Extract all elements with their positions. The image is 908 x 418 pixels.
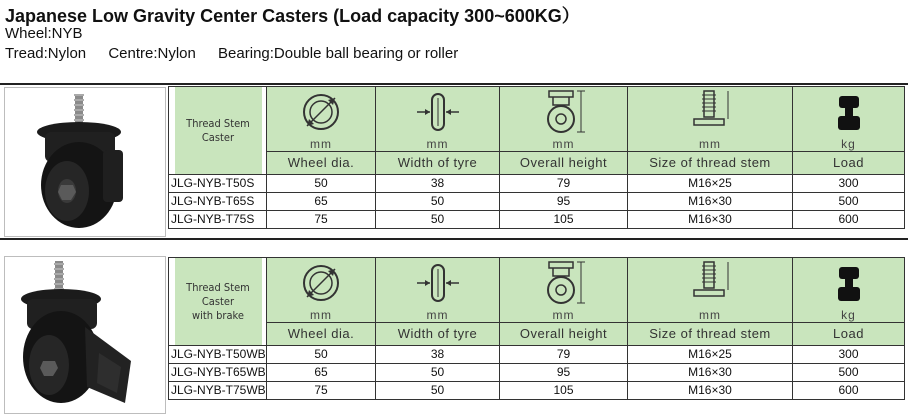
table-cell: 50 xyxy=(376,364,500,382)
tyre-width-icon xyxy=(376,258,499,308)
table-cell: 79 xyxy=(500,175,628,193)
caster-image xyxy=(5,88,165,236)
unit-label: mm xyxy=(699,137,721,151)
table-row xyxy=(169,211,905,229)
table-row xyxy=(169,382,905,400)
section-divider xyxy=(0,83,908,85)
table-cell: 75 xyxy=(267,211,376,229)
column-label: Size of thread stem xyxy=(628,322,792,345)
table-cell: M16×25 xyxy=(628,175,793,193)
caster-photo xyxy=(4,87,166,237)
table-cell: 600 xyxy=(793,211,905,229)
table-cell: 105 xyxy=(500,382,628,400)
model-cell: JLG-NYB-T75WB xyxy=(169,382,267,400)
caster-with-brake-photo xyxy=(4,256,166,414)
table-header-row xyxy=(169,258,905,346)
column-header xyxy=(267,87,376,175)
caption-line: with brake xyxy=(191,308,244,322)
table-cell: 50 xyxy=(267,175,376,193)
table-cell: 79 xyxy=(500,346,628,364)
table-row xyxy=(169,364,905,382)
column-label: Load xyxy=(793,322,904,345)
table-cell: 50 xyxy=(267,346,376,364)
spec-table-standard xyxy=(168,86,905,229)
column-label: Width of tyre xyxy=(376,322,499,345)
column-header xyxy=(793,258,905,346)
thread-stem-icon xyxy=(628,258,792,308)
unit-label: mm xyxy=(426,137,449,151)
column-header xyxy=(500,258,628,346)
unit-label: mm xyxy=(552,308,575,322)
bearing-spec: Bearing:Double ball bearing or roller xyxy=(218,45,459,62)
column-header xyxy=(793,87,905,175)
model-cell: JLG-NYB-T65WB xyxy=(169,364,267,382)
tread-spec: Tread:Nylon xyxy=(5,45,87,62)
unit-label: mm xyxy=(699,308,721,322)
table-caption xyxy=(173,258,261,346)
model-cell: JLG-NYB-T65S xyxy=(169,193,267,211)
table-cell: 105 xyxy=(500,211,628,229)
wheel-diameter-icon xyxy=(267,258,375,308)
table-cell: M16×30 xyxy=(628,193,793,211)
unit-label: kg xyxy=(841,308,856,322)
table-cell: 500 xyxy=(793,364,905,382)
table-header-row xyxy=(169,87,905,175)
overall-height-icon xyxy=(500,87,627,137)
table-cell: 50 xyxy=(376,382,500,400)
caption-line: Thread Stem Caster xyxy=(185,280,250,308)
caption-line: Thread Stem Caster xyxy=(185,116,250,144)
table-cell: 50 xyxy=(376,193,500,211)
table-cell: 38 xyxy=(376,175,500,193)
thread-stem-icon xyxy=(628,87,792,137)
table-cell: M16×30 xyxy=(628,211,793,229)
centre-spec: Centre:Nylon xyxy=(108,45,196,62)
table-cell: 65 xyxy=(267,364,376,382)
column-header xyxy=(267,258,376,346)
column-header xyxy=(376,87,500,175)
wheel-diameter-icon xyxy=(267,87,375,137)
table-row xyxy=(169,346,905,364)
column-label: Wheel dia. xyxy=(267,322,375,345)
column-header xyxy=(376,258,500,346)
table-cell: 50 xyxy=(376,211,500,229)
table-row xyxy=(169,175,905,193)
load-weight-icon xyxy=(793,87,904,137)
table-cell: 95 xyxy=(500,193,628,211)
table-caption xyxy=(173,87,261,175)
caster-with-brake-image xyxy=(5,257,165,413)
model-cell: JLG-NYB-T50WB xyxy=(169,346,267,364)
table-cell: 65 xyxy=(267,193,376,211)
table-cell: M16×30 xyxy=(628,364,793,382)
table-row xyxy=(169,193,905,211)
column-label: Size of thread stem xyxy=(628,151,792,174)
model-cell: JLG-NYB-T75S xyxy=(169,211,267,229)
column-header xyxy=(628,87,793,175)
unit-label: mm xyxy=(426,308,449,322)
model-cell: JLG-NYB-T50S xyxy=(169,175,267,193)
page-title: Japanese Low Gravity Center Casters (Load capacity 300~600KG） xyxy=(5,6,580,26)
unit-label: mm xyxy=(310,308,332,322)
section-divider xyxy=(0,238,908,240)
table-cell: 95 xyxy=(500,364,628,382)
overall-height-icon xyxy=(500,258,627,308)
unit-label: mm xyxy=(552,137,575,151)
column-label: Load xyxy=(793,151,904,174)
tyre-width-icon xyxy=(376,87,499,137)
column-header xyxy=(628,258,793,346)
column-label: Width of tyre xyxy=(376,151,499,174)
column-label: Wheel dia. xyxy=(267,151,375,174)
load-weight-icon xyxy=(793,258,904,308)
table-cell: 500 xyxy=(793,193,905,211)
unit-label: mm xyxy=(310,137,332,151)
spec-table-with-brake xyxy=(168,257,905,400)
unit-label: kg xyxy=(841,137,856,151)
table-cell: M16×30 xyxy=(628,382,793,400)
wheel-spec: Wheel:NYB xyxy=(5,25,83,42)
table-cell: 300 xyxy=(793,346,905,364)
table-cell: 300 xyxy=(793,175,905,193)
table-cell: M16×25 xyxy=(628,346,793,364)
column-label: Overall height xyxy=(500,151,627,174)
table-cell: 75 xyxy=(267,382,376,400)
table-cell: 38 xyxy=(376,346,500,364)
column-header xyxy=(500,87,628,175)
column-label: Overall height xyxy=(500,322,627,345)
table-cell: 600 xyxy=(793,382,905,400)
material-specs xyxy=(5,45,476,62)
